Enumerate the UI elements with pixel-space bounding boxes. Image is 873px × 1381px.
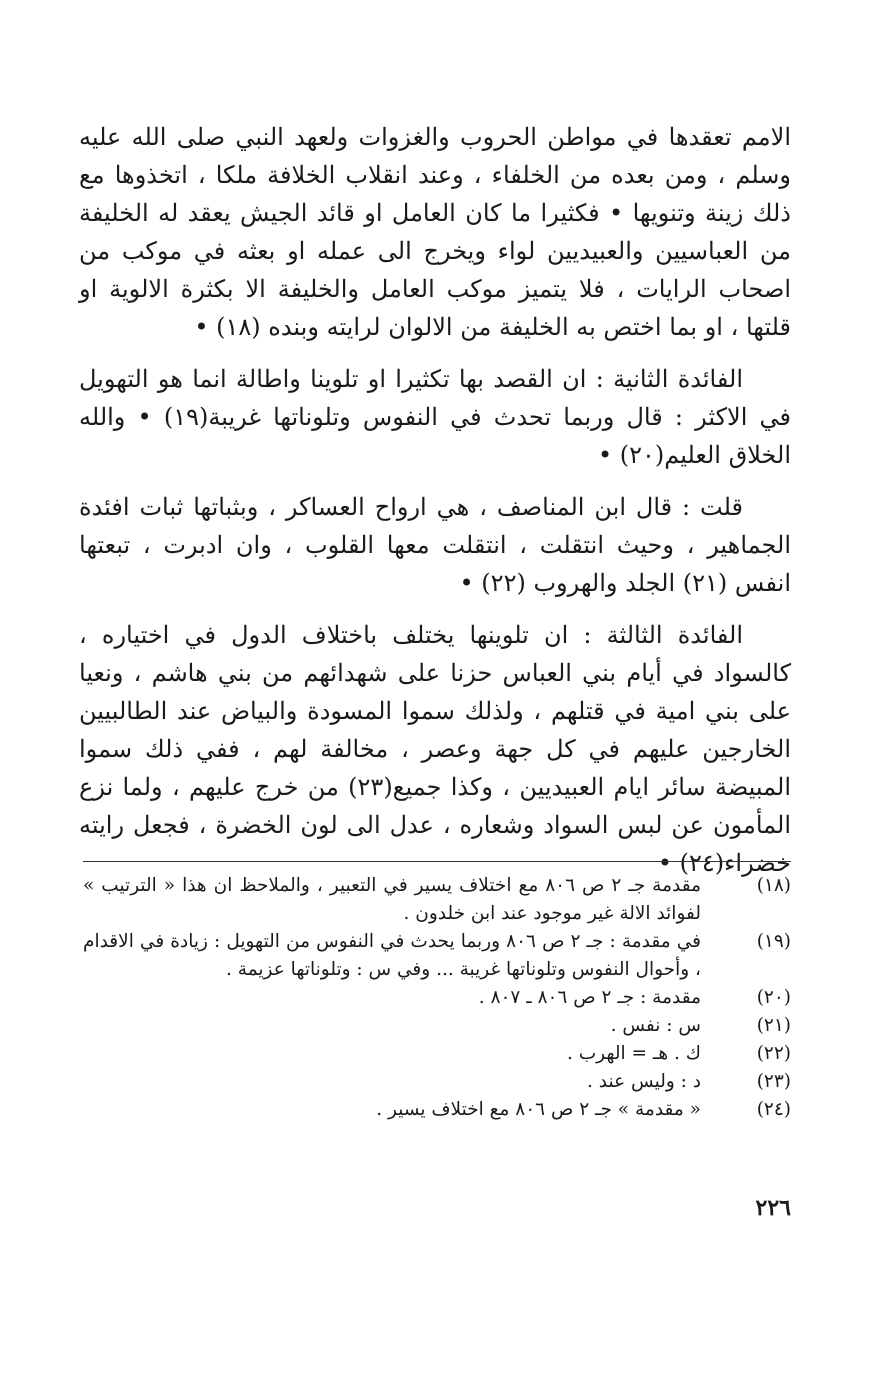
paragraph: الفائدة الثانية : ان القصد بها تكثيرا او تلوينا واطالة انما هو التهويل في الاكثر : قال وربما تحدث في النفوس وتلوناتها غريبة(١٩) • والله الخلاق العليم(٢٠) • <box>79 365 791 469</box>
footnote-number: (٢٣) <box>756 1071 791 1092</box>
footnote-text: مقدمة : جـ ٢ ص ٨٠٦ ـ ٨٠٧ . <box>478 987 701 1008</box>
footnote <box>83 928 791 984</box>
footnote <box>83 872 791 928</box>
footnote <box>83 1096 791 1124</box>
footnote-number: (٢٤) <box>756 1099 791 1120</box>
footnote-text: في مقدمة : جـ ٢ ص ٨٠٦ وربما يحدث في النفوس من التهويل : زيادة في الاقدام ، وأحوال النفوس وتلوناتها غريبة ... وفي س : وتلوناتها عزيمة . <box>83 931 701 980</box>
footnote <box>83 1012 791 1040</box>
footnote <box>83 1040 791 1068</box>
paragraph: الامم تعقدها في مواطن الحروب والغزوات ولعهد النبي صلى الله عليه وسلم ، ومن بعده من الخلفاء ، وعند انقلاب الخلافة ملكا ، اتخذوها مع ذلك زينة وتنويها • فكثيرا ما كان العامل او قائد الجيش يعقد له الخليفة من العباسيين والعبيديين لواء ويخرج الى عمله او بعثه في موكب من اصحاب الرايات ، فلا يتميز موكب العامل والخليفة الا بكثرة الالوية او قلتها ، او بما اختص به الخليفة من الالوان لرايته وبنده (١٨) • <box>79 123 791 341</box>
footnote-number: (١٩) <box>756 931 791 952</box>
footnote-text: س : نفس . <box>610 1015 701 1036</box>
paragraph: قلت : قال ابن المناصف ، هي ارواح العساكر ، وبثباتها ثبات افئدة الجماهير ، وحيث انتقلت ، انتقلت معها القلوب ، وان ادبرت ، تبعتها انفس (٢١) الجلد والهروب (٢٢) • <box>79 493 791 597</box>
footnotes <box>83 872 791 1124</box>
footnote-number: (١٨) <box>756 875 791 896</box>
footnote-separator <box>83 861 791 862</box>
footnote-number: (٢١) <box>756 1015 791 1036</box>
footnote <box>83 984 791 1012</box>
main-text <box>79 118 791 896</box>
footnote-text: د : وليس عند . <box>587 1071 701 1092</box>
footnote-text: ك . هـ = الهرب . <box>566 1043 701 1064</box>
footnote-text: مقدمة جـ ٢ ص ٨٠٦ مع اختلاف يسير في التعبير ، والملاحظ ان هذا « الترتيب » لفوائد الالة غير موجود عند ابن خلدون . <box>83 875 701 924</box>
footnote-text: « مقدمة » جـ ٢ ص ٨٠٦ مع اختلاف يسير . <box>376 1099 701 1120</box>
page-number: ٢٢٦ <box>755 1195 791 1221</box>
footnote-number: (٢٢) <box>756 1043 791 1064</box>
paragraph: الفائدة الثالثة : ان تلوينها يختلف باختلاف الدول في اختياره ، كالسواد في أيام بني العباس حزنا على شهدائهم من بني هاشم ، ونعيا على بني امية في قتلهم ، ولذلك سموا المسودة والبياض عند الطالبيين الخارجين عليهم في كل جهة وعصر ، مخالفة لهم ، ففي ذلك سموا المبيضة سائر ايام العبيديين ، وكذا جميع(٢٣) من خرج عليهم ، ولما نزع المأمون عن لبس السواد وشعاره ، عدل الى لون الخضرة ، فجعل رايته خضراء(٢٤) • <box>79 621 791 877</box>
footnote <box>83 1068 791 1096</box>
footnote-number: (٢٠) <box>756 987 791 1008</box>
